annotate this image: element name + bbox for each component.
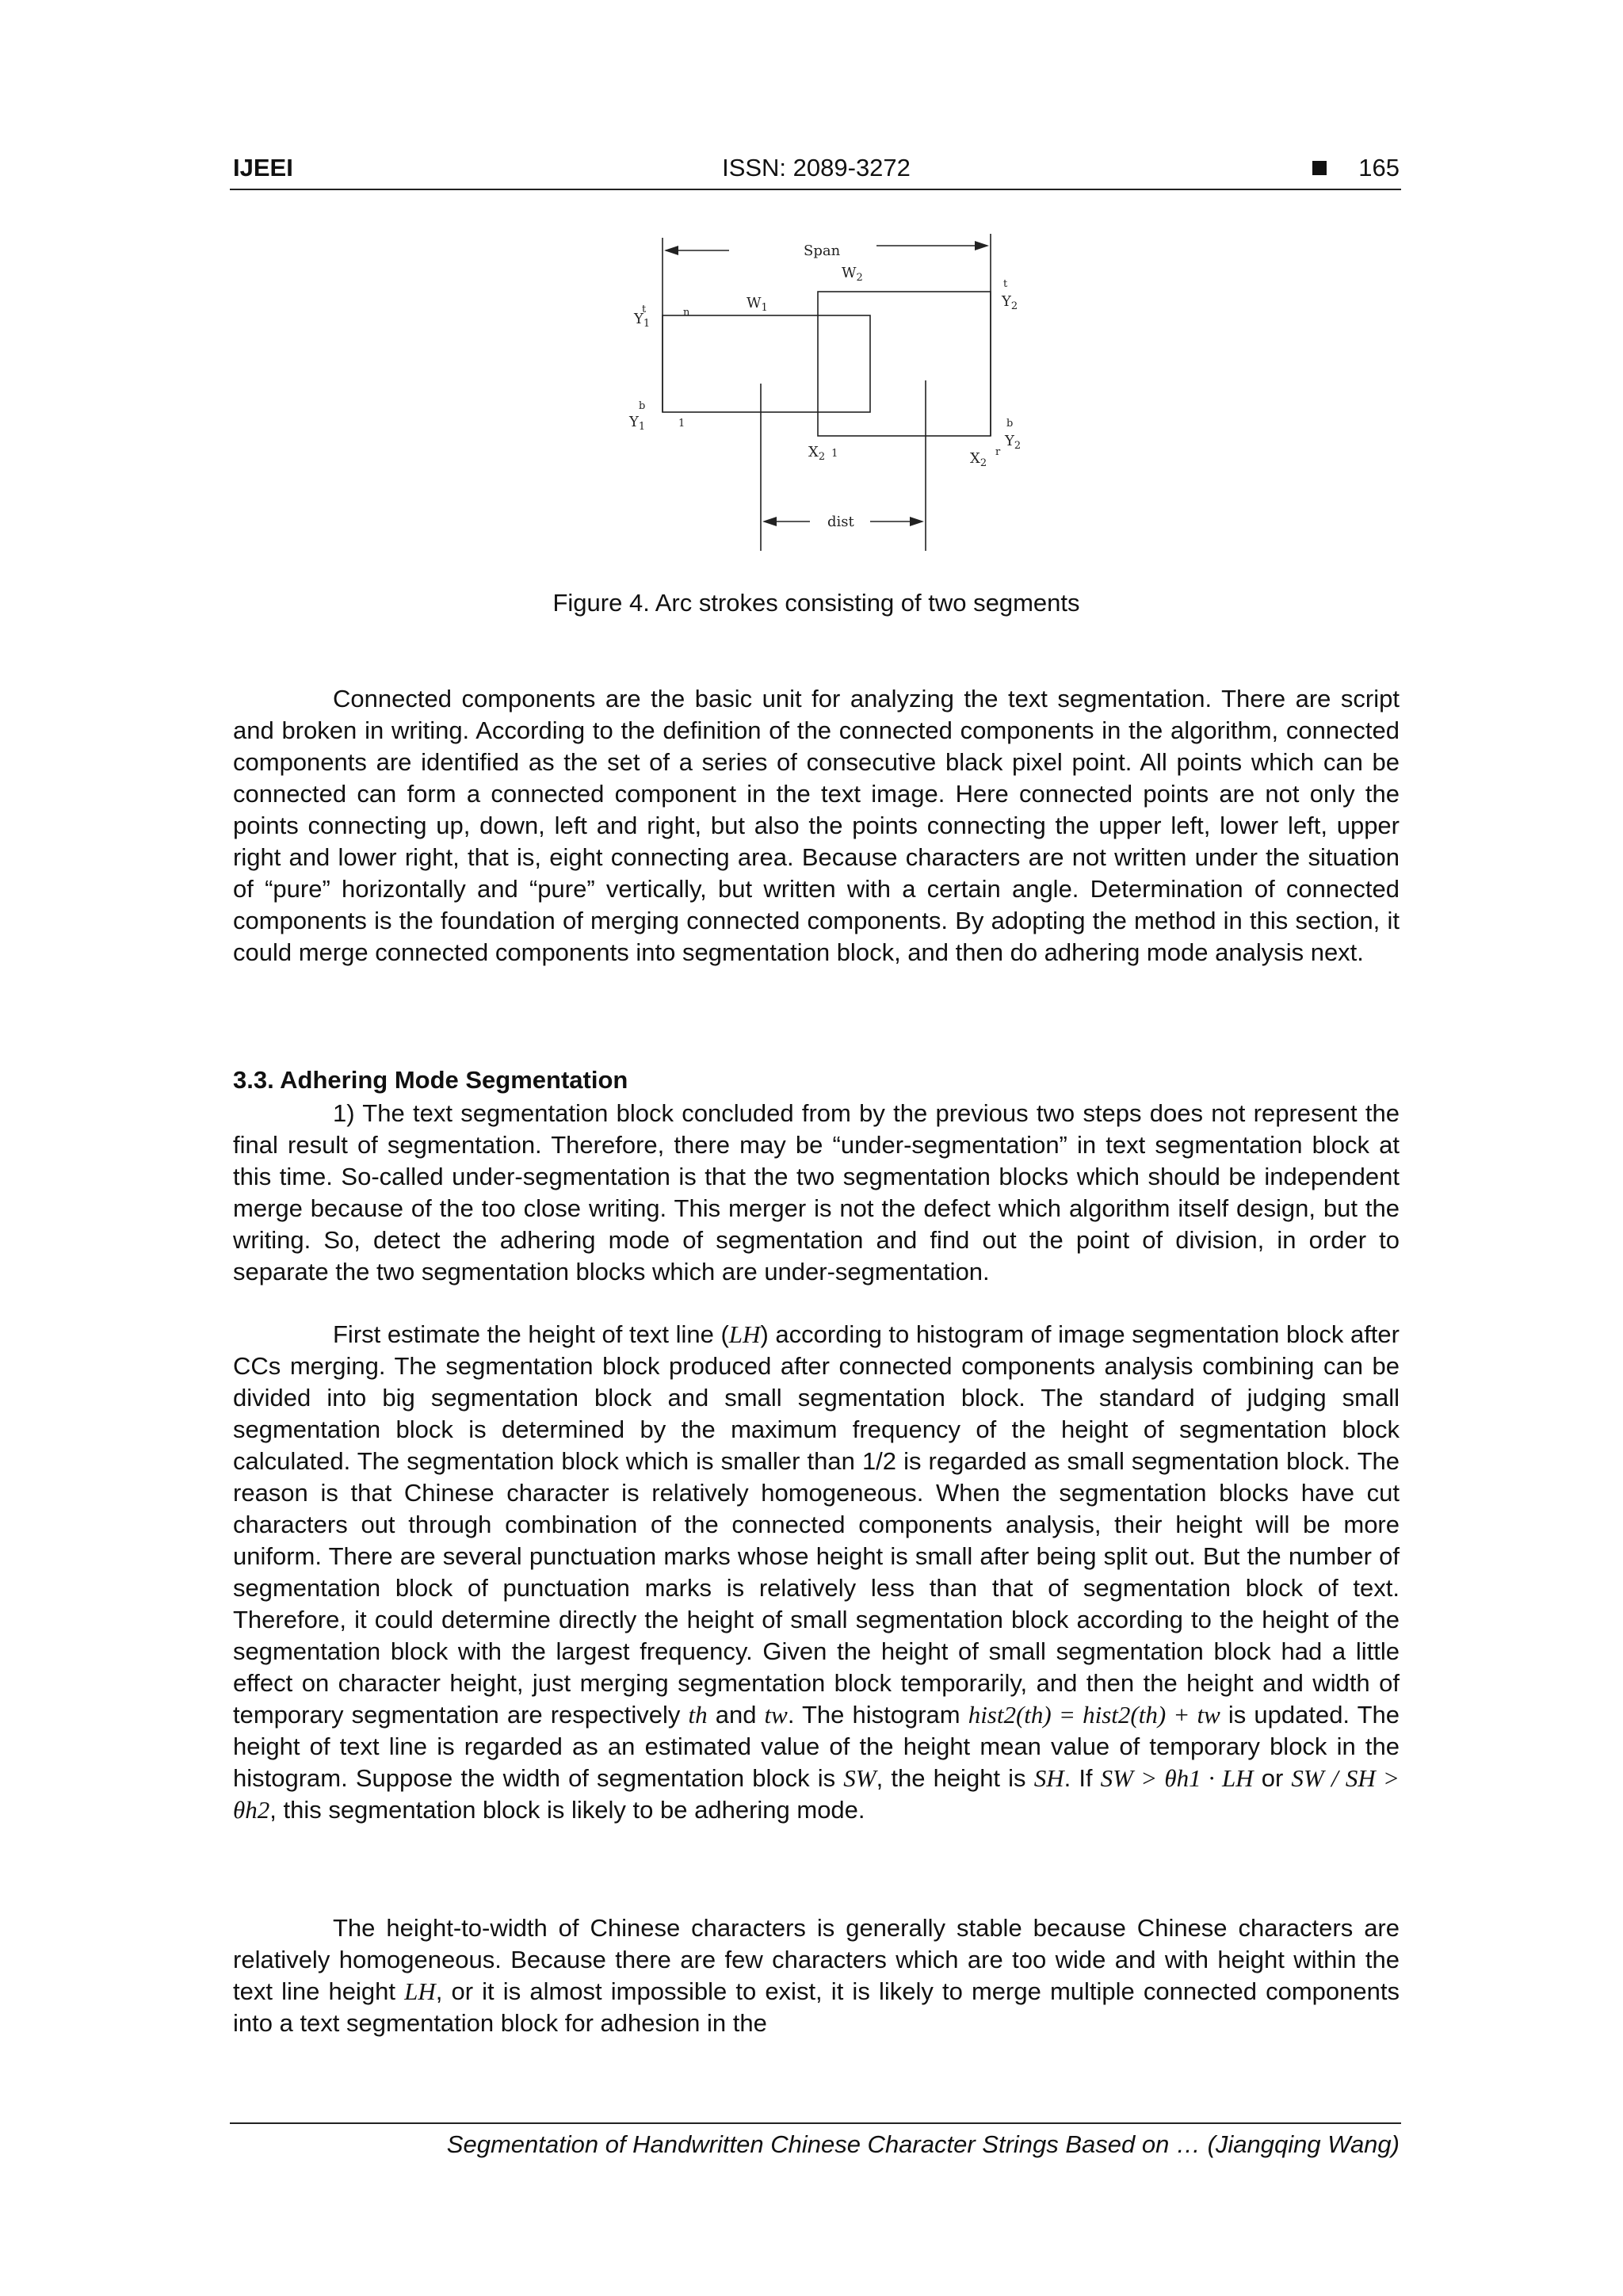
y2-top-superscript: t: [1003, 278, 1008, 290]
paragraph-text: 1) The text segmentation block concluded from by the previous two steps does not represent the final result of segmentation. Therefore, there may be “under-segmentation” in text segmentation block at this time. So-called under-segmentation is that the two segmentation blocks which should be independent merge because of the too close writing. This merger is not the defect which algorithm itself design, but the writing. So, detect the adhering mode of segmentation and find out the point of division, in order to separate the two segmentation blocks which are under-segmentation.: [233, 1099, 1400, 1286]
math-lh: LH: [728, 1320, 761, 1348]
x2-right-superscript: r: [995, 446, 1001, 458]
paragraph-text: First estimate the height of text line (LH) according to histogram of image segmentation block after CCs merging. The segmentation block produced after connected components analysis combining can be divided into big segmentation block and small segmentation block. The standard of judging small segmentation block is determined by the maximum frequency of the height of segmentation block calculated. The segmentation block which is smaller than 1/2 is regarded as small segmentation block. The reason is that Chinese character is relatively homogeneous. When the segmentation blocks have cut characters out through combination of the connected components analysis, their height will be more uniform. There are several punctuation marks whose height is small after being split out. But the number of segmentation block of punctuation marks is relatively less than that of segmentation block of text. Therefore, it could determine directly the height of small segmentation block according to the height of the segmentation block with the largest frequency. Given the height of small segmentation block had a little effect on character height, just merging segmentation block temporarily, and then the height and width of temporary segmentation are respectively th and tw. The histogram hist2(th) = hist2(th) + tw is updated. The height of text line is regarded as an estimated value of the height mean value of temporary block in the histogram. Suppose the width of segmentation block is SW, the height is SH. If SW > θh1 · LH or SW / SH > θh2, this segmentation block is likely to be adhering mode.: [233, 1320, 1400, 1824]
left-one-label: 1: [678, 418, 685, 430]
segment-2-box: [818, 292, 991, 436]
dist-label: dist: [827, 514, 854, 530]
span-label: Span: [804, 243, 841, 259]
section-heading: 3.3. Adhering Mode Segmentation: [233, 1066, 628, 1094]
x2-left-label: $X_2$ $^1$: [808, 444, 838, 463]
paragraph-height-to-width: [233, 1912, 1400, 2039]
figure-caption: Figure 4. Arc strokes consisting of two segments: [552, 589, 1080, 617]
arc-strokes-diagram: [610, 230, 1054, 563]
y1-top-superscript: t: [642, 304, 647, 315]
math-condition-1: SW > θh1 · LH: [1100, 1764, 1254, 1792]
math-sw: SW: [843, 1764, 876, 1792]
math-condition-2: SW / SH > θh2: [233, 1764, 1400, 1824]
x2-right-label: $X_2$: [970, 450, 987, 469]
math-lh: LH: [404, 1977, 436, 2005]
math-tw: tw: [764, 1701, 788, 1729]
w2-label: $W_2$: [842, 265, 863, 284]
paragraph-connected-components: [233, 683, 1400, 968]
y1-bottom-label: $Y_1$: [629, 414, 646, 433]
segment-1-box: [663, 315, 870, 412]
w1-label: $W_1$: [747, 295, 768, 314]
math-histogram-update: hist2(th) = hist2(th) + tw: [968, 1701, 1220, 1729]
header-rule: [230, 189, 1401, 190]
running-footer: Segmentation of Handwritten Chinese Character Strings Based on … (Jiangqing Wang): [446, 2130, 1400, 2158]
paragraph-text-line-height: [233, 1319, 1400, 1826]
paragraph-text: Connected components are the basic unit for analyzing the text segmentation. There are script and broken in writing. According to the definition of the connected components in the algorithm, connected components are identified as the set of a series of consecutive black pixel point. All points which can be connected can form a connected component in the text image. Here connected points are not only the points connecting up, down, left and right, but also the points connecting the upper left, lower left, upper right and lower right, that is, eight connecting area. Because characters are not written under the situation of “pure” horizontally and “pure” vertically, but written with a certain angle. Determination of connected components is the foundation of merging connected components. By adopting the method in this section, it could merge connected components into segmentation block, and then do adhering mode analysis next.: [233, 685, 1400, 966]
y2-bottom-label: $Y_2$: [1005, 433, 1022, 452]
page-header: [233, 154, 1400, 190]
square-bullet-icon: [1312, 161, 1327, 175]
footer-rule: [230, 2122, 1401, 2124]
y1-top-label: $Y_1$: [634, 311, 651, 330]
y1-bottom-superscript: b: [639, 400, 646, 412]
journal-name: IJEEI: [233, 154, 293, 181]
math-th: th: [688, 1701, 708, 1729]
y2-top-label: $Y_2$: [1002, 293, 1018, 312]
figure-4: [610, 230, 1054, 563]
math-sh: SH: [1033, 1764, 1064, 1792]
y2-bottom-superscript: b: [1006, 418, 1014, 430]
page-number: 165: [1358, 154, 1400, 181]
issn: ISSN: 2089-3272: [722, 154, 911, 181]
left-n-label: n: [683, 307, 690, 319]
paragraph-under-segmentation: [233, 1098, 1400, 1288]
paragraph-text: The height-to-width of Chinese characters is generally stable because Chinese characters are relatively homogeneous. Because there are few characters which are too wide and with height within the text line height LH, or it is almost impossible to exist, it is likely to merge multiple connected components into a text segmentation block for adhesion in the: [233, 1914, 1400, 2037]
